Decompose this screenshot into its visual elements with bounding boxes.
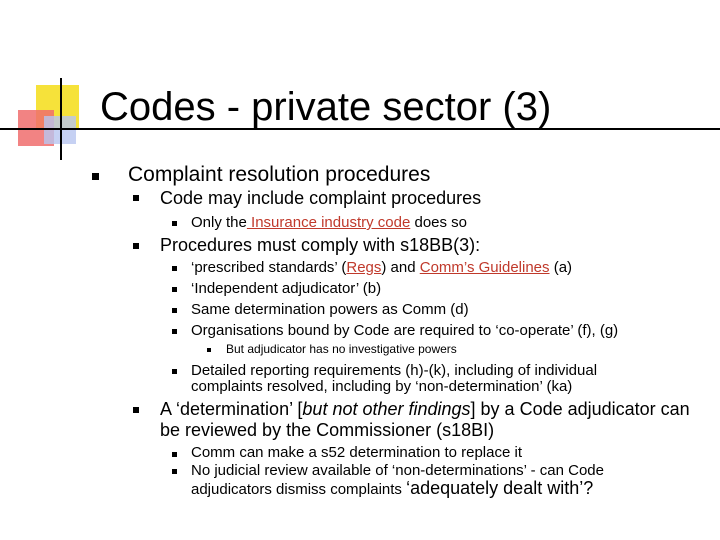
- bullet-square-icon: [172, 452, 177, 457]
- bullet-square-icon: [172, 469, 177, 474]
- bullet-square-icon: [172, 329, 177, 334]
- bullet-determination-line1: [160, 398, 690, 420]
- bullet-square-icon: [133, 243, 139, 249]
- bullet-reporting-requirements-line1: Detailed reporting requirements (h)-(k), including of individual: [191, 362, 598, 379]
- regs-link[interactable]: Regs: [346, 259, 382, 276]
- bullet-independent-adjudicator: ‘Independent adjudicator’ (b): [191, 280, 382, 297]
- bullet-square-icon: [133, 195, 139, 201]
- bullet-no-judicial-review-line2: [191, 479, 593, 499]
- bullet-insurance-code: [191, 213, 467, 232]
- bullet-square-icon: [172, 266, 177, 271]
- insurance-industry-code-link[interactable]: Insurance industry code: [246, 214, 411, 231]
- text-a: (a): [549, 259, 573, 276]
- bullet-square-icon: [172, 369, 177, 374]
- bullet-square-icon: [92, 173, 99, 180]
- bullet-square-icon: [207, 348, 211, 352]
- text-adjudicators-dismiss: adjudicators dismiss complaints: [191, 481, 407, 498]
- bullet-square-icon: [172, 308, 177, 313]
- bullet-code-may-include: Code may include complaint procedures: [160, 188, 482, 208]
- bullet-reporting-requirements-line2: complaints resolved, including by ‘non-determination’ (ka): [191, 378, 573, 395]
- bullet-prescribed-standards: [191, 258, 572, 277]
- slide-title: Codes - private sector (3): [100, 85, 552, 129]
- bullet-determination-line2: be reviewed by the Commissioner (s18BI): [160, 420, 495, 440]
- bullet-no-investigative-powers: But adjudicator has no investigative powers: [226, 342, 457, 356]
- comms-guidelines-link[interactable]: Comm’s Guidelines: [419, 259, 550, 276]
- bullet-square-icon: [172, 287, 177, 292]
- text-prescribed-standards: ‘prescribed standards’ (: [191, 259, 347, 276]
- text-only-the: Only the: [191, 214, 247, 231]
- text-by-a-code-adjudicator: ] by a Code adjudicator can: [470, 399, 690, 419]
- text-adequately-dealt-with: ‘adequately dealt with’?: [406, 478, 594, 498]
- bullet-s52-determination: Comm can make a s52 determination to replace it: [191, 444, 522, 461]
- bullet-complaint-resolution: Complaint resolution procedures: [128, 163, 431, 186]
- text-a-determination: A ‘determination’ [: [160, 399, 303, 419]
- bullet-no-judicial-review-line1: No judicial review available of ‘non-determinations’ - can Code: [191, 462, 604, 479]
- text-does-so: does so: [410, 214, 468, 231]
- bullet-procedures-must-comply: Procedures must comply with s18BB(3):: [160, 235, 481, 255]
- bullet-same-determination-powers: Same determination powers as Comm (d): [191, 301, 469, 318]
- text-not-other-findings: but not other findings: [302, 399, 471, 419]
- bullet-organisations-bound: Organisations bound by Code are required to ‘co-operate’ (f), (g): [191, 322, 619, 339]
- bullet-square-icon: [133, 407, 139, 413]
- text-and: ) and: [381, 259, 420, 276]
- bullet-square-icon: [172, 221, 177, 226]
